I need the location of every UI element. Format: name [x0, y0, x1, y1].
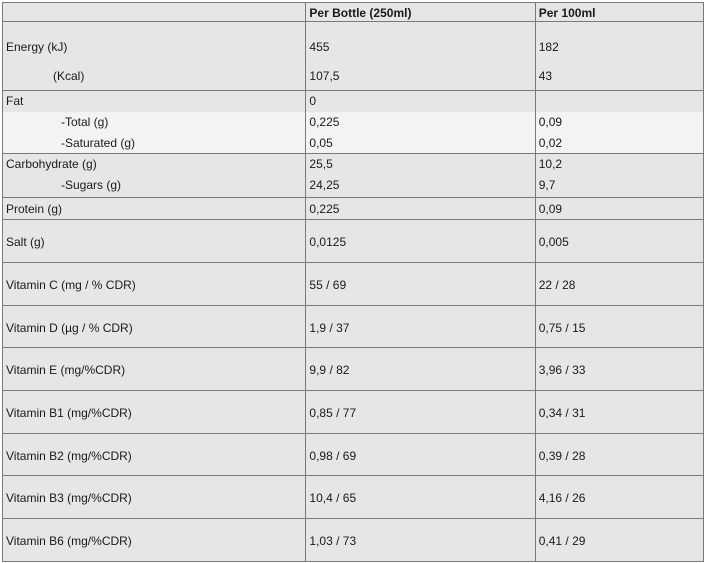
carb-bottle: 25,5	[309, 157, 333, 171]
table-row	[3, 434, 704, 476]
fat-sub-label-cell	[3, 112, 306, 154]
energy-100-cell	[535, 22, 703, 91]
fat-total-100: 0,09	[538, 114, 563, 129]
row-label: Vitamin B6 (mg/%CDR)	[3, 519, 306, 562]
fat-saturated-bottle: 0,05	[309, 135, 333, 150]
table-row	[3, 348, 704, 391]
row-bottle: 0,98 / 69	[306, 434, 535, 476]
fat-label-cell: Fat	[3, 91, 306, 112]
row-per100: 0,005	[535, 220, 703, 263]
row-bottle: 9,9 / 82	[306, 348, 535, 391]
fat-bottle-cell: 0	[306, 91, 535, 112]
sugars-label: -Sugars (g)	[61, 178, 122, 192]
row-label: Vitamin D (µg / % CDR)	[3, 306, 306, 348]
fat-saturated-label: -Saturated (g)	[61, 135, 136, 150]
row-per100: 22 / 28	[535, 263, 703, 306]
energy-label-cell	[3, 22, 306, 91]
fat-sub-bottle-cell	[306, 112, 535, 154]
energy-kj-bottle: 455	[309, 40, 330, 54]
row-per100: 0,75 / 15	[535, 306, 703, 348]
carb-100: 10,2	[538, 157, 563, 171]
sugars-100: 9,7	[538, 178, 556, 192]
carb-100-cell	[535, 154, 703, 198]
table-row	[3, 198, 704, 220]
row-bottle: 1,03 / 73	[306, 519, 535, 562]
table-row	[3, 519, 704, 562]
row-per100: 0,41 / 29	[535, 519, 703, 562]
table-row	[3, 306, 704, 348]
fat-total-bottle: 0,225	[309, 114, 340, 129]
row-bottle: 0,85 / 77	[306, 391, 535, 434]
header-label-cell	[3, 3, 306, 22]
energy-kj-label: Energy (kJ)	[6, 40, 68, 54]
row-per100: 0,09	[535, 198, 703, 220]
row-label: Protein (g)	[3, 198, 306, 220]
header-row	[3, 3, 704, 22]
row-per100: 0,34 / 31	[535, 391, 703, 434]
row-per100: 0,39 / 28	[535, 434, 703, 476]
carb-label-cell	[3, 154, 306, 198]
header-per-bottle: Per Bottle (250ml)	[306, 3, 535, 22]
fat-total-label: -Total (g)	[61, 114, 109, 129]
table-row	[3, 220, 704, 263]
row-per100: 4,16 / 26	[535, 476, 703, 519]
fat-row	[3, 91, 704, 112]
row-bottle: 10,4 / 65	[306, 476, 535, 519]
table-row	[3, 263, 704, 306]
carb-label: Carbohydrate (g)	[6, 157, 97, 171]
fat-saturated-100: 0,02	[538, 135, 563, 150]
fat-sub-row	[3, 112, 704, 154]
carbohydrate-row	[3, 154, 704, 198]
energy-kcal-bottle: 107,5	[309, 69, 340, 83]
row-per100: 3,96 / 33	[535, 348, 703, 391]
row-label: Vitamin B3 (mg/%CDR)	[3, 476, 306, 519]
row-label: Vitamin B1 (mg/%CDR)	[3, 391, 306, 434]
table-row	[3, 476, 704, 519]
row-label: Vitamin B2 (mg/%CDR)	[3, 434, 306, 476]
fat-sub-100-cell	[535, 112, 703, 154]
row-label: Salt (g)	[3, 220, 306, 263]
row-bottle: 55 / 69	[306, 263, 535, 306]
carb-bottle-cell	[306, 154, 535, 198]
row-label: Vitamin E (mg/%CDR)	[3, 348, 306, 391]
row-bottle: 1,9 / 37	[306, 306, 535, 348]
row-bottle: 0,225	[306, 198, 535, 220]
table-row	[3, 391, 704, 434]
energy-bottle-cell	[306, 22, 535, 91]
energy-kcal-label: (Kcal)	[53, 69, 85, 83]
sugars-bottle: 24,25	[309, 178, 340, 192]
nutrition-table	[2, 2, 704, 562]
header-per-100ml: Per 100ml	[535, 3, 703, 22]
energy-row	[3, 22, 704, 91]
energy-kj-100: 182	[538, 40, 559, 54]
fat-100-cell	[535, 91, 703, 112]
energy-kcal-100: 43	[538, 69, 553, 83]
row-label: Vitamin C (mg / % CDR)	[3, 263, 306, 306]
row-bottle: 0,0125	[306, 220, 535, 263]
